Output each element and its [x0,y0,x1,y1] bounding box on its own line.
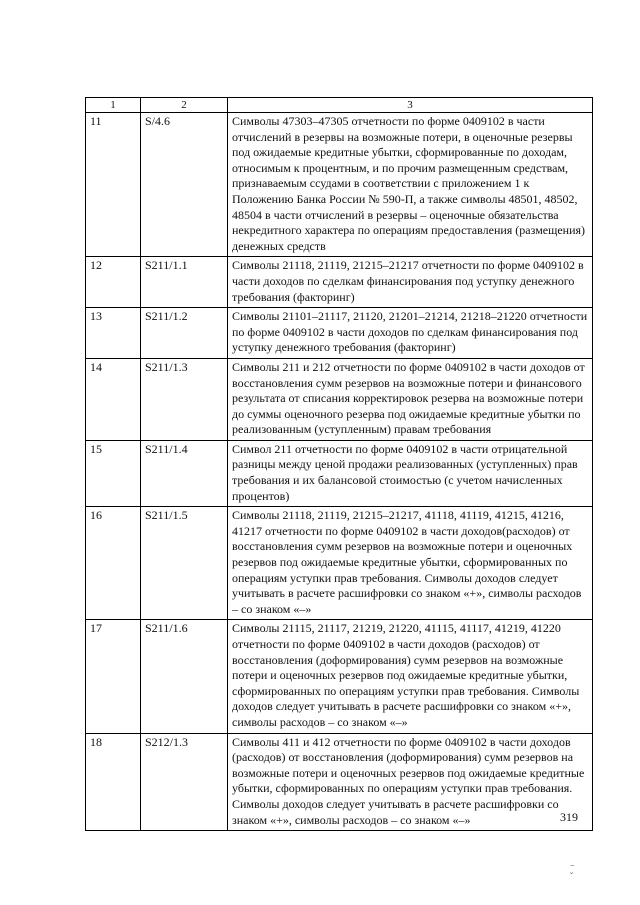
row-code: S211/1.2 [141,308,228,359]
table-row [86,358,593,440]
row-number: 11 [86,113,141,257]
row-number: 16 [86,507,141,620]
symbols-table [85,97,593,831]
page-number: 319 [560,810,578,824]
row-code: S212/1.3 [141,733,228,831]
row-number: 15 [86,440,141,506]
row-description: Символы 21118, 21119, 21215–21217, 41118, 41119, 41215, 41216, 41217 отчетности по форме 0409102 в части доходов(расходов) от восстановления сумм резервов на возможные потери и оценочных резервов под ожидаемые кредитные убытки, сформированных по операциям уступки прав требования. Символы доходов следует учитывать в расчете расшифровки со знаком «+», символы расходов – со знаком «–» [228,507,593,620]
table-row [86,113,593,257]
header-cell-2: 2 [141,98,228,113]
row-code: S211/1.3 [141,358,228,440]
row-code: S211/1.1 [141,257,228,308]
row-description: Символы 21118, 21119, 21215–21217 отчетности по форме 0409102 в части доходов по сделкам финансирования под уступку денежного требования (факторинг) [228,257,593,308]
table-row [86,620,593,733]
row-description: Символы 47303–47305 отчетности по форме 0409102 в части отчислений в резервы на возможные потери, в оценочные резервы под ожидаемые кредитные убытки, сформированные по доходам, относимым к процентным, и по прочим размещенным средствам, признаваемым ссудами в соответствии с приложением 1 к Положению Банка России № 590-П, а также символы 48501, 48502, 48504 в части отчислений в резервы – оценочные обязательства некредитного характера по операциям предоставления (размещения) денежных средств [228,113,593,257]
row-code: S/4.6 [141,113,228,257]
table-header-row [86,98,593,113]
table-row [86,440,593,506]
table-row [86,507,593,620]
header-cell-1: 1 [86,98,141,113]
row-description: Символы 211 и 212 отчетности по форме 0409102 в части доходов от восстановления сумм резервов на возможные потери и финансового результата от списания корректировок резерва на возможные потери до суммы оценочного резерва под ожидаемые кредитные убытки по реализованным (уступленным) правам требования [228,358,593,440]
row-code: S211/1.6 [141,620,228,733]
row-code: S211/1.4 [141,440,228,506]
row-code: S211/1.5 [141,507,228,620]
row-number: 13 [86,308,141,359]
table-row [86,733,593,831]
row-number: 17 [86,620,141,733]
row-description: Символ 211 отчетности по форме 0409102 в части отрицательной разницы между ценой продажи реализованных (уступленных) прав требования и их балансовой стоимостью (с учетом начисленных процентов) [228,440,593,506]
row-number: 14 [86,358,141,440]
row-description: Символы 21101–21117, 21120, 21201–21214, 21218–21220 отчетности по форме 0409102 в части доходов по сделкам финансирования под уступку денежного требования (факторинг) [228,308,593,359]
row-description: Символы 411 и 412 отчетности по форме 0409102 в части доходов (расходов) от восстановления (доформирования) сумм резервов на возможные потери и оценочных резервов под ожидаемые кредитные убытки, сформированных по операциям уступки прав требования. Символы доходов следует учитывать в расчете расшифровки со знаком «+», символы расходов – со знаком «–» [228,733,593,831]
row-number: 18 [86,733,141,831]
table-row [86,308,593,359]
row-description: Символы 21115, 21117, 21219, 21220, 41115, 41117, 41219, 41220 отчетности по форме 0409102 в части доходов (расходов) от восстановления (доформирования) сумм резервов на возможные потери и оценочных резервов под ожидаемые кредитные убытки, сформированных по операциям уступки прав требования. Символы доходов следует учитывать в расчете расшифровки со знаком «+», символы расходов – со знаком «–» [228,620,593,733]
table-row [86,257,593,308]
header-cell-3: 3 [228,98,593,113]
row-number: 12 [86,257,141,308]
scan-mark: ⁻ ˘ [570,862,575,881]
